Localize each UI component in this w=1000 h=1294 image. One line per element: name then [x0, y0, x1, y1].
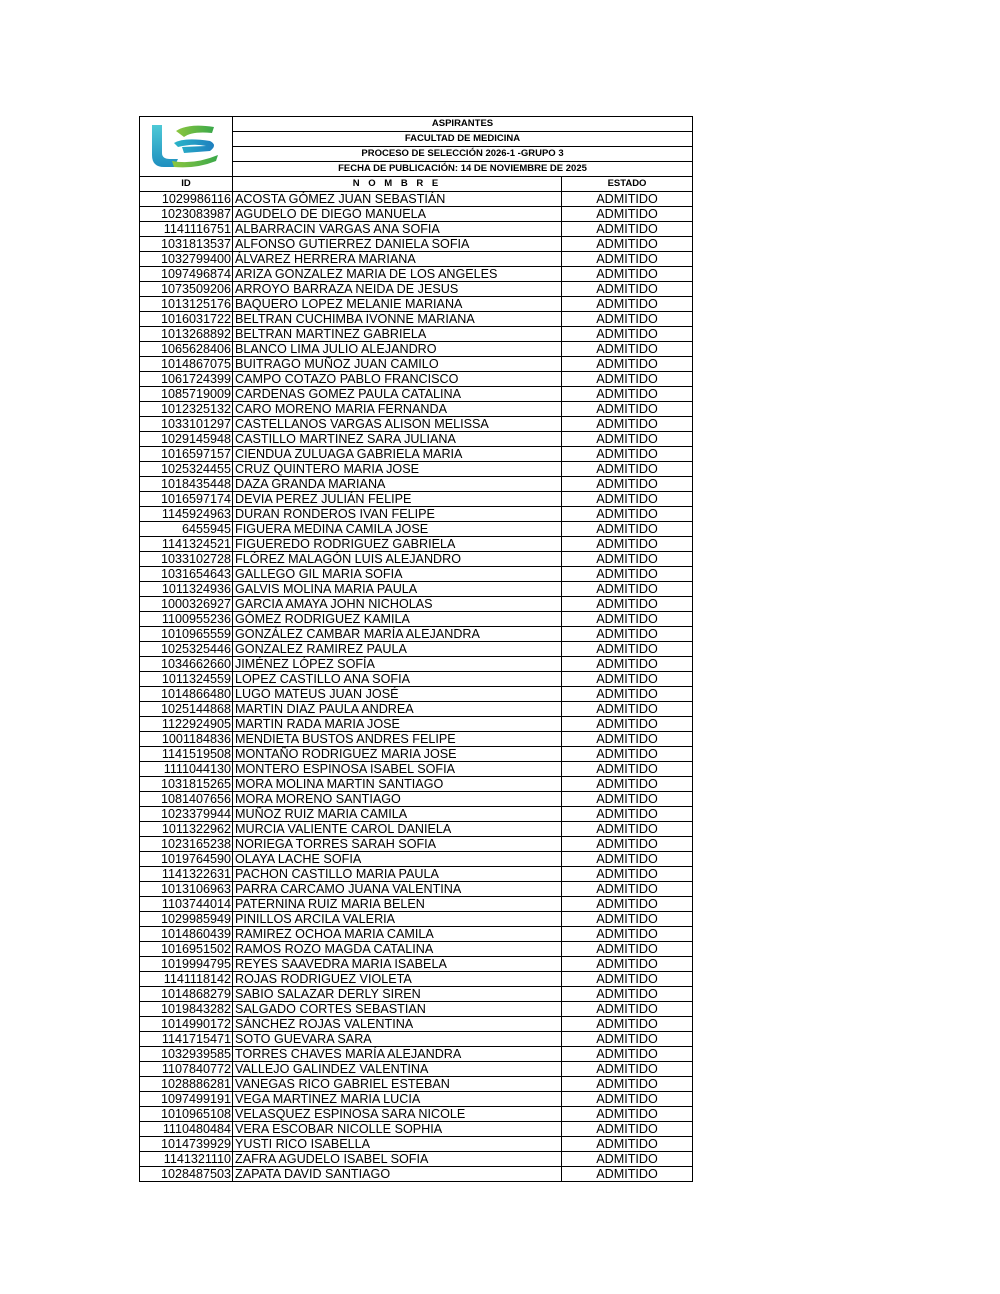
- table-row: [140, 537, 693, 552]
- table-row: [140, 522, 693, 537]
- applicant-id-cell: 1085719009: [140, 387, 233, 402]
- applicant-name-cell: YUSTI RICO ISABELLA: [233, 1137, 562, 1152]
- applicant-id-cell: 1141116751: [140, 222, 233, 237]
- applicant-name-cell: ALBARRACIN VARGAS ANA SOFIA: [233, 222, 562, 237]
- applicant-name-cell: LUGO MATEUS JUAN JOSÉ: [233, 687, 562, 702]
- applicant-id-cell: 1032939585: [140, 1047, 233, 1062]
- table-row: [140, 822, 693, 837]
- applicant-id-cell: 1025325446: [140, 642, 233, 657]
- column-header-row: [140, 177, 693, 192]
- applicant-id-cell: 1011324559: [140, 672, 233, 687]
- applicant-id-cell: 1011322962: [140, 822, 233, 837]
- applicant-status-cell: ADMITIDO: [562, 642, 693, 657]
- table-row: [140, 762, 693, 777]
- table-row: [140, 222, 693, 237]
- applicant-status-cell: ADMITIDO: [562, 987, 693, 1002]
- table-row: [140, 747, 693, 762]
- applicant-status-cell: ADMITIDO: [562, 522, 693, 537]
- table-row: [140, 597, 693, 612]
- applicant-id-cell: 1023165238: [140, 837, 233, 852]
- table-row: [140, 687, 693, 702]
- table-row: [140, 567, 693, 582]
- applicant-id-cell: 1013268892: [140, 327, 233, 342]
- applicant-name-cell: CARO MORENO MARIA FERNANDA: [233, 402, 562, 417]
- applicant-id-cell: 1111044130: [140, 762, 233, 777]
- applicant-name-cell: FLÓREZ MALAGÓN LUIS ALEJANDRO: [233, 552, 562, 567]
- table-row: [140, 627, 693, 642]
- applicant-name-cell: NORIEGA TORRES SARAH SOFIA: [233, 837, 562, 852]
- applicant-id-cell: 1010965108: [140, 1107, 233, 1122]
- applicant-name-cell: VANEGAS RICO GABRIEL ESTEBAN: [233, 1077, 562, 1092]
- applicant-id-cell: 1141324521: [140, 537, 233, 552]
- applicant-name-cell: DAZA GRANDA MARIANA: [233, 477, 562, 492]
- applicant-name-cell: MONTERO ESPINOSA ISABEL SOFIA: [233, 762, 562, 777]
- applicant-status-cell: ADMITIDO: [562, 672, 693, 687]
- table-row: [140, 1047, 693, 1062]
- table-row: [140, 462, 693, 477]
- table-row: [140, 342, 693, 357]
- table-row: [140, 642, 693, 657]
- table-row: [140, 1002, 693, 1017]
- applicant-name-cell: ACOSTA GÓMEZ JUAN SEBASTIÁN: [233, 192, 562, 207]
- applicant-name-cell: PARRA CARCAMO JUANA VALENTINA: [233, 882, 562, 897]
- applicant-id-cell: 1010965559: [140, 627, 233, 642]
- table-row: [140, 582, 693, 597]
- applicant-status-cell: ADMITIDO: [562, 372, 693, 387]
- applicant-id-cell: 1110480484: [140, 1122, 233, 1137]
- applicant-name-cell: VALLEJO GALINDEZ VALENTINA: [233, 1062, 562, 1077]
- table-row: [140, 1122, 693, 1137]
- applicant-id-cell: 1019843282: [140, 1002, 233, 1017]
- applicant-name-cell: MURCIA VALIENTE CAROL DANIELA: [233, 822, 562, 837]
- applicant-status-cell: ADMITIDO: [562, 1092, 693, 1107]
- applicant-name-cell: MONTAÑO RODRIGUEZ MARIA JOSE: [233, 747, 562, 762]
- applicant-status-cell: ADMITIDO: [562, 702, 693, 717]
- table-row: [140, 507, 693, 522]
- table-row: [140, 237, 693, 252]
- applicant-status-cell: ADMITIDO: [562, 567, 693, 582]
- applicant-status-cell: ADMITIDO: [562, 1122, 693, 1137]
- applicant-name-cell: ARROYO BARRAZA NEIDA DE JESUS: [233, 282, 562, 297]
- applicant-name-cell: TORRES CHAVES MARÍA ALEJANDRA: [233, 1047, 562, 1062]
- applicant-id-cell: 1122924905: [140, 717, 233, 732]
- applicant-status-cell: ADMITIDO: [562, 972, 693, 987]
- applicant-status-cell: ADMITIDO: [562, 1077, 693, 1092]
- applicant-status-cell: ADMITIDO: [562, 402, 693, 417]
- applicant-id-cell: 1141519508: [140, 747, 233, 762]
- table-row: [140, 372, 693, 387]
- applicant-status-cell: ADMITIDO: [562, 1002, 693, 1017]
- table-row: [140, 252, 693, 267]
- applicant-name-cell: ROJAS RODRIGUEZ VIOLETA: [233, 972, 562, 987]
- table-row: [140, 297, 693, 312]
- table-row: [140, 327, 693, 342]
- applicant-status-cell: ADMITIDO: [562, 432, 693, 447]
- applicant-name-cell: LOPEZ CASTILLO ANA SOFIA: [233, 672, 562, 687]
- applicant-id-cell: 1013125176: [140, 297, 233, 312]
- applicant-status-cell: ADMITIDO: [562, 282, 693, 297]
- applicant-name-cell: ARIZA GONZALEZ MARIA DE LOS ANGELES: [233, 267, 562, 282]
- applicant-status-cell: ADMITIDO: [562, 192, 693, 207]
- applicant-status-cell: ADMITIDO: [562, 417, 693, 432]
- applicant-status-cell: ADMITIDO: [562, 462, 693, 477]
- applicant-status-cell: ADMITIDO: [562, 732, 693, 747]
- applicant-name-cell: REYES SAAVEDRA MARIA ISABELA: [233, 957, 562, 972]
- applicant-name-cell: RAMIREZ OCHOA MARIA CAMILA: [233, 927, 562, 942]
- applicant-id-cell: 1029985949: [140, 912, 233, 927]
- applicant-id-cell: 1103744014: [140, 897, 233, 912]
- applicant-id-cell: 1023083987: [140, 207, 233, 222]
- applicant-name-cell: BELTRAN MARTINEZ GABRIELA: [233, 327, 562, 342]
- applicant-status-cell: ADMITIDO: [562, 297, 693, 312]
- applicant-status-cell: ADMITIDO: [562, 807, 693, 822]
- applicant-name-cell: CASTILLO MARTINEZ SARA JULIANA: [233, 432, 562, 447]
- applicant-name-cell: VELASQUEZ ESPINOSA SARA NICOLE: [233, 1107, 562, 1122]
- applicant-name-cell: BLANCO LIMA JULIO ALEJANDRO: [233, 342, 562, 357]
- table-row: [140, 192, 693, 207]
- applicant-status-cell: ADMITIDO: [562, 1032, 693, 1047]
- applicant-name-cell: SABIO SALAZAR DERLY SIREN: [233, 987, 562, 1002]
- column-header-nombre: N O M B R E: [233, 177, 562, 192]
- applicant-name-cell: RAMOS ROZO MAGDA CATALINA: [233, 942, 562, 957]
- applicant-id-cell: 1061724399: [140, 372, 233, 387]
- university-logo-icon: [144, 119, 228, 169]
- applicant-status-cell: ADMITIDO: [562, 1107, 693, 1122]
- table-row: [140, 852, 693, 867]
- applicant-id-cell: 1016031722: [140, 312, 233, 327]
- applicant-id-cell: 1012325132: [140, 402, 233, 417]
- applicant-id-cell: 1013106963: [140, 882, 233, 897]
- applicant-status-cell: ADMITIDO: [562, 687, 693, 702]
- applicant-id-cell: 1028487503: [140, 1167, 233, 1182]
- applicant-name-cell: MORA MOLINA MARTIN SANTIAGO: [233, 777, 562, 792]
- applicant-id-cell: 1014990172: [140, 1017, 233, 1032]
- applicant-name-cell: CASTELLANOS VARGAS ALISON MELISSA: [233, 417, 562, 432]
- header-process: PROCESO DE SELECCIÓN 2026-1 -GRUPO 3: [233, 147, 693, 162]
- applicant-id-cell: 1031815265: [140, 777, 233, 792]
- table-row: [140, 792, 693, 807]
- applicant-name-cell: MENDIETA BUSTOS ANDRES FELIPE: [233, 732, 562, 747]
- applicant-status-cell: ADMITIDO: [562, 552, 693, 567]
- applicant-status-cell: ADMITIDO: [562, 792, 693, 807]
- header-publication-date: FECHA DE PUBLICACIÓN: 14 DE NOVIEMBRE DE 2025: [233, 162, 693, 177]
- applicant-id-cell: 1016597157: [140, 447, 233, 462]
- applicant-name-cell: GALVIS MOLINA MARIA PAULA: [233, 582, 562, 597]
- applicant-status-cell: ADMITIDO: [562, 342, 693, 357]
- applicant-id-cell: 1016597174: [140, 492, 233, 507]
- table-row: [140, 492, 693, 507]
- table-row: [140, 927, 693, 942]
- table-row: [140, 912, 693, 927]
- applicant-id-cell: 1073509206: [140, 282, 233, 297]
- applicant-status-cell: ADMITIDO: [562, 717, 693, 732]
- applicant-name-cell: SÁNCHEZ ROJAS VALENTINA: [233, 1017, 562, 1032]
- applicant-name-cell: MUÑOZ RUIZ MARIA CAMILA: [233, 807, 562, 822]
- applicant-status-cell: ADMITIDO: [562, 1137, 693, 1152]
- applicant-id-cell: 1031813537: [140, 237, 233, 252]
- applicant-status-cell: ADMITIDO: [562, 837, 693, 852]
- table-row: [140, 957, 693, 972]
- table-row: [140, 777, 693, 792]
- applicant-name-cell: GONZÁLEZ CAMBAR MARÍA ALEJANDRA: [233, 627, 562, 642]
- applicant-name-cell: SALGADO CORTES SEBASTIAN: [233, 1002, 562, 1017]
- applicant-status-cell: ADMITIDO: [562, 912, 693, 927]
- applicant-status-cell: ADMITIDO: [562, 387, 693, 402]
- applicant-status-cell: ADMITIDO: [562, 1062, 693, 1077]
- applicant-status-cell: ADMITIDO: [562, 447, 693, 462]
- applicant-status-cell: ADMITIDO: [562, 237, 693, 252]
- applicant-name-cell: VERA ESCOBAR NICOLLE SOPHIA: [233, 1122, 562, 1137]
- applicant-status-cell: ADMITIDO: [562, 1047, 693, 1062]
- applicant-status-cell: ADMITIDO: [562, 267, 693, 282]
- applicant-name-cell: ÁLVAREZ HERRERA MARIANA: [233, 252, 562, 267]
- table-row: [140, 942, 693, 957]
- applicant-id-cell: 1029145948: [140, 432, 233, 447]
- applicant-status-cell: ADMITIDO: [562, 222, 693, 237]
- table-row: [140, 897, 693, 912]
- applicant-name-cell: FIGUERA MEDINA CAMILA JOSE: [233, 522, 562, 537]
- applicant-status-cell: ADMITIDO: [562, 1017, 693, 1032]
- applicant-name-cell: GONZALEZ RAMIREZ PAULA: [233, 642, 562, 657]
- applicant-name-cell: BUITRAGO MUÑOZ JUAN CAMILO: [233, 357, 562, 372]
- column-header-id: ID: [140, 177, 233, 192]
- table-row: [140, 432, 693, 447]
- applicant-name-cell: MARTIN DIAZ PAULA ANDREA: [233, 702, 562, 717]
- applicant-name-cell: BAQUERO LOPEZ MELANIE MARIANA: [233, 297, 562, 312]
- applicant-id-cell: 1028886281: [140, 1077, 233, 1092]
- applicant-name-cell: PACHON CASTILLO MARIA PAULA: [233, 867, 562, 882]
- table-row: [140, 732, 693, 747]
- applicant-id-cell: 1141322631: [140, 867, 233, 882]
- applicant-id-cell: 1014867075: [140, 357, 233, 372]
- applicant-name-cell: AGUDELO DE DIEGO MANUELA: [233, 207, 562, 222]
- applicant-id-cell: 1107840772: [140, 1062, 233, 1077]
- applicants-table: [139, 116, 693, 1182]
- applicant-id-cell: 1141118142: [140, 972, 233, 987]
- table-row: [140, 1152, 693, 1167]
- applicant-status-cell: ADMITIDO: [562, 312, 693, 327]
- applicant-status-cell: ADMITIDO: [562, 327, 693, 342]
- table-row: [140, 987, 693, 1002]
- applicant-id-cell: 1001184836: [140, 732, 233, 747]
- applicant-id-cell: 1032799400: [140, 252, 233, 267]
- table-row: [140, 1077, 693, 1092]
- applicant-name-cell: CARDENAS GOMEZ PAULA CATALINA: [233, 387, 562, 402]
- table-row: [140, 867, 693, 882]
- applicant-id-cell: 6455945: [140, 522, 233, 537]
- applicant-name-cell: PATERNINA RUIZ MARIA BELEN: [233, 897, 562, 912]
- table-row: [140, 417, 693, 432]
- table-row: [140, 657, 693, 672]
- applicant-name-cell: JIMÉNEZ LÓPEZ SOFÍA: [233, 657, 562, 672]
- applicant-status-cell: ADMITIDO: [562, 597, 693, 612]
- table-row: [140, 1062, 693, 1077]
- table-row: [140, 807, 693, 822]
- applicant-id-cell: 1097496874: [140, 267, 233, 282]
- applicant-id-cell: 1100955236: [140, 612, 233, 627]
- table-row: [140, 717, 693, 732]
- applicant-id-cell: 1011324936: [140, 582, 233, 597]
- logo-cell: [140, 117, 233, 177]
- applicant-id-cell: 1031654643: [140, 567, 233, 582]
- table-row: [140, 402, 693, 417]
- applicant-name-cell: CRUZ QUINTERO MARIA JOSE: [233, 462, 562, 477]
- applicant-status-cell: ADMITIDO: [562, 897, 693, 912]
- applicant-status-cell: ADMITIDO: [562, 657, 693, 672]
- table-row: [140, 447, 693, 462]
- applicant-id-cell: 1065628406: [140, 342, 233, 357]
- applicant-name-cell: DEVIA PEREZ JULIÁN FELIPE: [233, 492, 562, 507]
- applicant-id-cell: 1033102728: [140, 552, 233, 567]
- applicant-status-cell: ADMITIDO: [562, 747, 693, 762]
- applicant-name-cell: CIENDUA ZULUAGA GABRIELA MARIA: [233, 447, 562, 462]
- table-row: [140, 267, 693, 282]
- applicant-name-cell: BELTRAN CUCHIMBA IVONNE MARIANA: [233, 312, 562, 327]
- applicant-name-cell: FIGUEREDO RODRIGUEZ GABRIELA: [233, 537, 562, 552]
- applicant-name-cell: ZAPATA DAVID SANTIAGO: [233, 1167, 562, 1182]
- applicant-id-cell: 1000326927: [140, 597, 233, 612]
- applicant-id-cell: 1014868279: [140, 987, 233, 1002]
- applicant-name-cell: MORA MORENO SANTIAGO: [233, 792, 562, 807]
- table-row: [140, 672, 693, 687]
- applicant-id-cell: 1014739929: [140, 1137, 233, 1152]
- applicant-status-cell: ADMITIDO: [562, 957, 693, 972]
- applicant-status-cell: ADMITIDO: [562, 1152, 693, 1167]
- applicant-name-cell: MARTIN RADA MARIA JOSE: [233, 717, 562, 732]
- applicant-id-cell: 1097499191: [140, 1092, 233, 1107]
- applicant-status-cell: ADMITIDO: [562, 582, 693, 597]
- table-row: [140, 1167, 693, 1182]
- applicant-id-cell: 1023379944: [140, 807, 233, 822]
- table-row: [140, 282, 693, 297]
- applicant-status-cell: ADMITIDO: [562, 777, 693, 792]
- applicant-status-cell: ADMITIDO: [562, 867, 693, 882]
- applicant-status-cell: ADMITIDO: [562, 537, 693, 552]
- applicant-name-cell: DURAN RONDEROS IVAN FELIPE: [233, 507, 562, 522]
- applicant-name-cell: GARCIA AMAYA JOHN NICHOLAS: [233, 597, 562, 612]
- applicant-name-cell: PINILLOS ARCILA VALERIA: [233, 912, 562, 927]
- applicant-name-cell: SOTO GUEVARA SARA: [233, 1032, 562, 1047]
- applicant-id-cell: 1081407656: [140, 792, 233, 807]
- table-row: [140, 312, 693, 327]
- table-row: [140, 1137, 693, 1152]
- table-row: [140, 1107, 693, 1122]
- table-row: [140, 357, 693, 372]
- applicant-status-cell: ADMITIDO: [562, 942, 693, 957]
- applicant-id-cell: 1014866480: [140, 687, 233, 702]
- applicant-id-cell: 1145924963: [140, 507, 233, 522]
- applicant-status-cell: ADMITIDO: [562, 927, 693, 942]
- applicant-id-cell: 1019994795: [140, 957, 233, 972]
- applicant-id-cell: 1025144868: [140, 702, 233, 717]
- applicant-name-cell: VEGA MARTINEZ MARIA LUCIA: [233, 1092, 562, 1107]
- applicant-name-cell: CAMPO COTAZO PABLO FRANCISCO: [233, 372, 562, 387]
- applicant-status-cell: ADMITIDO: [562, 627, 693, 642]
- applicant-status-cell: ADMITIDO: [562, 1167, 693, 1182]
- table-row: [140, 837, 693, 852]
- applicant-status-cell: ADMITIDO: [562, 852, 693, 867]
- applicant-id-cell: 1029986116: [140, 192, 233, 207]
- applicant-status-cell: ADMITIDO: [562, 612, 693, 627]
- applicant-name-cell: GÓMEZ RODRIGUEZ KAMILA: [233, 612, 562, 627]
- applicant-status-cell: ADMITIDO: [562, 762, 693, 777]
- header-title: ASPIRANTES: [233, 117, 693, 132]
- table-row: [140, 207, 693, 222]
- applicant-id-cell: 1019764590: [140, 852, 233, 867]
- table-row: [140, 702, 693, 717]
- applicant-status-cell: ADMITIDO: [562, 252, 693, 267]
- applicant-id-cell: 1025324455: [140, 462, 233, 477]
- applicant-id-cell: 1016951502: [140, 942, 233, 957]
- applicant-status-cell: ADMITIDO: [562, 492, 693, 507]
- table-row: [140, 1017, 693, 1032]
- table-row: [140, 612, 693, 627]
- applicant-id-cell: 1014860439: [140, 927, 233, 942]
- table-row: [140, 882, 693, 897]
- applicant-status-cell: ADMITIDO: [562, 882, 693, 897]
- table-row: [140, 972, 693, 987]
- applicant-name-cell: OLAYA LACHE SOFIA: [233, 852, 562, 867]
- applicant-id-cell: 1141715471: [140, 1032, 233, 1047]
- applicant-status-cell: ADMITIDO: [562, 477, 693, 492]
- table-row: [140, 552, 693, 567]
- applicant-status-cell: ADMITIDO: [562, 507, 693, 522]
- applicant-name-cell: ZAFRA AGUDELO ISABEL SOFIA: [233, 1152, 562, 1167]
- table-row: [140, 477, 693, 492]
- column-header-estado: ESTADO: [562, 177, 693, 192]
- applicant-name-cell: ALFONSO GUTIERREZ DANIELA SOFIA: [233, 237, 562, 252]
- table-row: [140, 387, 693, 402]
- table-row: [140, 1032, 693, 1047]
- applicant-status-cell: ADMITIDO: [562, 822, 693, 837]
- header-faculty: FACULTAD DE MEDICINA: [233, 132, 693, 147]
- applicant-id-cell: 1034662660: [140, 657, 233, 672]
- applicant-name-cell: GALLEGO GIL MARIA SOFIA: [233, 567, 562, 582]
- applicant-status-cell: ADMITIDO: [562, 357, 693, 372]
- applicant-status-cell: ADMITIDO: [562, 207, 693, 222]
- applicant-id-cell: 1033101297: [140, 417, 233, 432]
- table-row: [140, 1092, 693, 1107]
- applicant-id-cell: 1141321110: [140, 1152, 233, 1167]
- applicant-id-cell: 1018435448: [140, 477, 233, 492]
